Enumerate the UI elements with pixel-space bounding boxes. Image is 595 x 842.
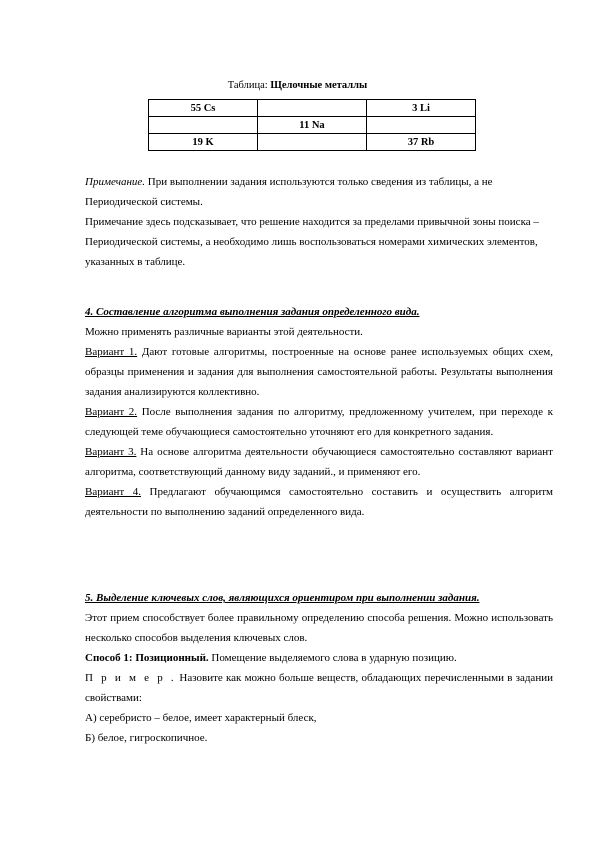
table-cell xyxy=(258,100,367,117)
table-cell: 37 Rb xyxy=(367,134,476,151)
note-paragraph xyxy=(85,172,553,212)
variant-label: Вариант 3. xyxy=(85,446,137,458)
variant-label: Вариант 4. xyxy=(85,486,141,498)
variant-4 xyxy=(85,482,553,522)
table-caption xyxy=(0,80,595,91)
variant-1 xyxy=(85,342,553,402)
variant-label: Вариант 2. xyxy=(85,406,138,418)
section-5-intro: Этот прием способствует более правильному определению способа решения. Можно использовать несколько способов выделения ключевых слов. xyxy=(85,612,553,644)
variant-text: Предлагают обучающимся самостоятельно составить и осуществить алгоритм деятельности по выполнению заданий определенного вида. xyxy=(85,486,553,518)
table-cell xyxy=(149,117,258,134)
method-1 xyxy=(85,648,553,668)
section-5 xyxy=(85,588,553,748)
example-text: Назовите как можно больше веществ, обладающих перечисленными в задании свойствами: xyxy=(85,672,553,704)
note-block xyxy=(85,172,553,272)
table-cell: 55 Cs xyxy=(149,100,258,117)
variant-2 xyxy=(85,402,553,442)
example xyxy=(85,668,553,708)
table-cell: 11 Na xyxy=(258,117,367,134)
section-4-intro: Можно применять различные варианты этой деятельности. xyxy=(85,326,363,338)
note-text: При выполнении задания используются только сведения из таблицы, а не Периодической системы. xyxy=(85,176,493,208)
section-5-heading: 5. Выделение ключевых слов, являющихся ориентиром при выполнении задания. xyxy=(85,592,480,604)
variant-label: Вариант 1. xyxy=(85,346,138,358)
table-row xyxy=(149,134,476,151)
variant-text: Дают готовые алгоритмы, построенные на основе ранее используемых общих схем, образцы применения и задания для выполнения самостоятельной работы. Результаты выполнения задания анализируются коллективно. xyxy=(85,346,553,398)
example-item-a: А) серебристо – белое, имеет характерный блеск, xyxy=(85,712,317,724)
variant-text: На основе алгоритма деятельности обучающиеся самостоятельно составляют вариант алгоритма, соответствующий данному виду заданий., и применяют его. xyxy=(85,446,553,478)
table-cell xyxy=(258,134,367,151)
variant-text: После выполнения задания по алгоритму, предложенному учителем, при переходе к следующей теме обучающиеся самостоятельно уточняют его для конкретного задания. xyxy=(85,406,553,438)
section-4-heading: 4. Составление алгоритма выполнения задания определенного вида. xyxy=(85,306,420,318)
example-item-b: Б) белое, гигроскопичное. xyxy=(85,732,208,744)
method-label: Способ 1: Позиционный. xyxy=(85,652,209,664)
table-cell: 3 Li xyxy=(367,100,476,117)
note-explanation: Примечание здесь подсказывает, что решение находится за пределами привычной зоны поиска – Периодической системы, а необходимо лишь воспользоваться номерами химических элементов, указанных в таблице. xyxy=(85,216,539,268)
variant-3 xyxy=(85,442,553,482)
table-cell xyxy=(367,117,476,134)
table-caption-prefix: Таблица: xyxy=(227,80,268,91)
table-caption-title: Щелочные металлы xyxy=(270,80,368,91)
section-4 xyxy=(85,302,553,522)
example-label: П р и м е р . xyxy=(85,672,177,684)
alkali-metals-table xyxy=(148,99,476,151)
note-label: Примечание. xyxy=(85,176,146,188)
method-text: Помещение выделяемого слова в ударную позицию. xyxy=(208,652,457,664)
table-row xyxy=(149,100,476,117)
table-row xyxy=(149,117,476,134)
table-cell: 19 K xyxy=(149,134,258,151)
